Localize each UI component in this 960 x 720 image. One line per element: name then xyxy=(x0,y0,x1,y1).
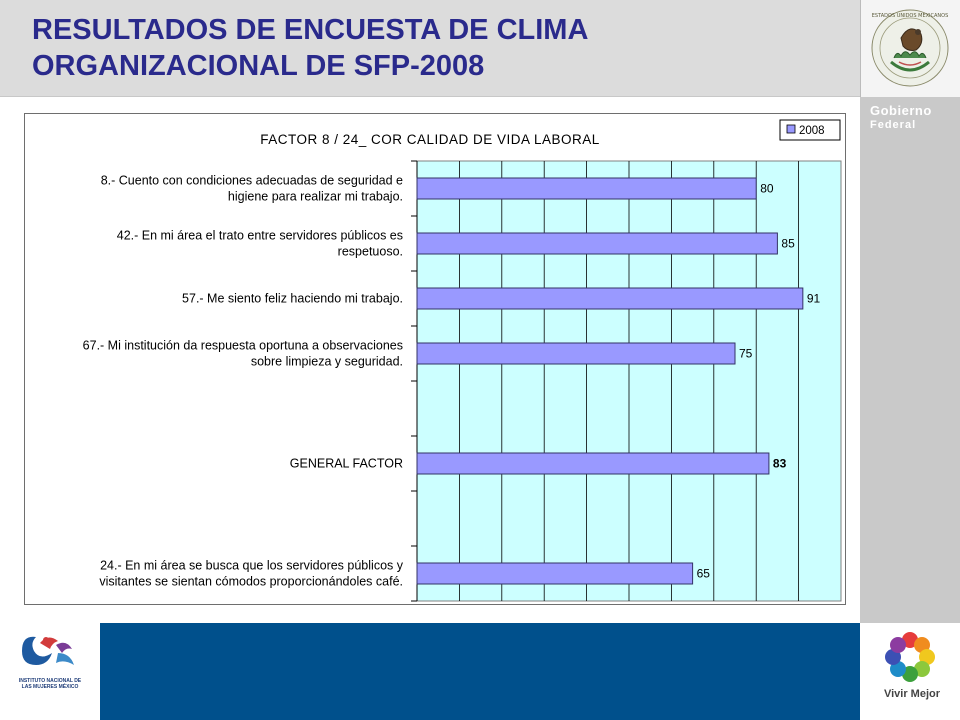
value-label: 75 xyxy=(739,346,753,361)
bar xyxy=(417,453,769,474)
institute-logo-area xyxy=(0,623,100,720)
title-line-1: RESULTADOS DE ENCUESTA DE CLIMA xyxy=(32,14,589,46)
category-label: respetuoso. xyxy=(337,244,403,259)
category-label: 42.- En mi área el trato entre servidores públicos es xyxy=(116,228,403,243)
institute-name: INSTITUTO NACIONAL DE LAS MUJERES MÉXICO xyxy=(18,678,82,690)
value-label: 65 xyxy=(696,566,710,581)
category-label: 57.- Me siento feliz haciendo mi trabajo. xyxy=(182,291,403,306)
bar xyxy=(417,563,693,584)
bar-chart xyxy=(25,114,847,606)
value-label: 83 xyxy=(772,456,787,471)
title-line-2: ORGANIZACIONAL DE SFP-2008 xyxy=(32,50,485,82)
bar xyxy=(417,343,735,364)
value-label: 91 xyxy=(806,291,821,306)
chart-title: FACTOR 8 / 24_ COR CALIDAD DE VIDA LABORAL xyxy=(260,132,600,147)
value-label: 80 xyxy=(760,181,774,196)
category-label: 67.- Mi institución da respuesta oportuna a observaciones xyxy=(82,338,403,353)
bar xyxy=(417,288,803,309)
inmujeres-logo-icon xyxy=(0,623,100,683)
value-label: 85 xyxy=(781,236,795,251)
category-label: GENERAL FACTOR xyxy=(289,456,403,471)
category-label: higiene para realizar mi trabajo. xyxy=(227,189,403,204)
legend-series-name: 2008 xyxy=(799,125,825,137)
chart-legend xyxy=(780,120,840,140)
chart-frame xyxy=(24,113,846,605)
category-labels xyxy=(83,174,404,589)
legend-swatch xyxy=(787,125,795,133)
brand-line-1: Gobierno xyxy=(870,103,932,118)
vivir-mejor-flower-icon xyxy=(860,623,960,688)
national-seal-icon xyxy=(861,0,960,97)
bar xyxy=(417,233,777,254)
category-label: 8.- Cuento con condiciones adecuadas de seguridad e xyxy=(100,173,403,188)
category-axis xyxy=(411,161,417,601)
category-label: sobre limpieza y seguridad. xyxy=(250,354,403,369)
brand-line-2: Federal xyxy=(870,119,917,131)
header-band xyxy=(0,0,860,97)
seal-text: ESTADOS UNIDOS MEXICANOS xyxy=(871,13,949,19)
vivir-mejor-logo-area xyxy=(860,623,960,720)
slide-title xyxy=(32,12,832,84)
footer-band xyxy=(100,623,860,720)
category-label: visitantes se sientan cómodos proporcionándoles café. xyxy=(99,574,403,589)
gobierno-federal-logo xyxy=(870,104,955,132)
bar xyxy=(417,178,756,199)
category-label: 24.- En mi área se busca que los servidores públicos y xyxy=(100,558,403,573)
vivir-mejor-label: Vivir Mejor xyxy=(883,688,941,700)
mexico-seal-box xyxy=(860,0,960,97)
